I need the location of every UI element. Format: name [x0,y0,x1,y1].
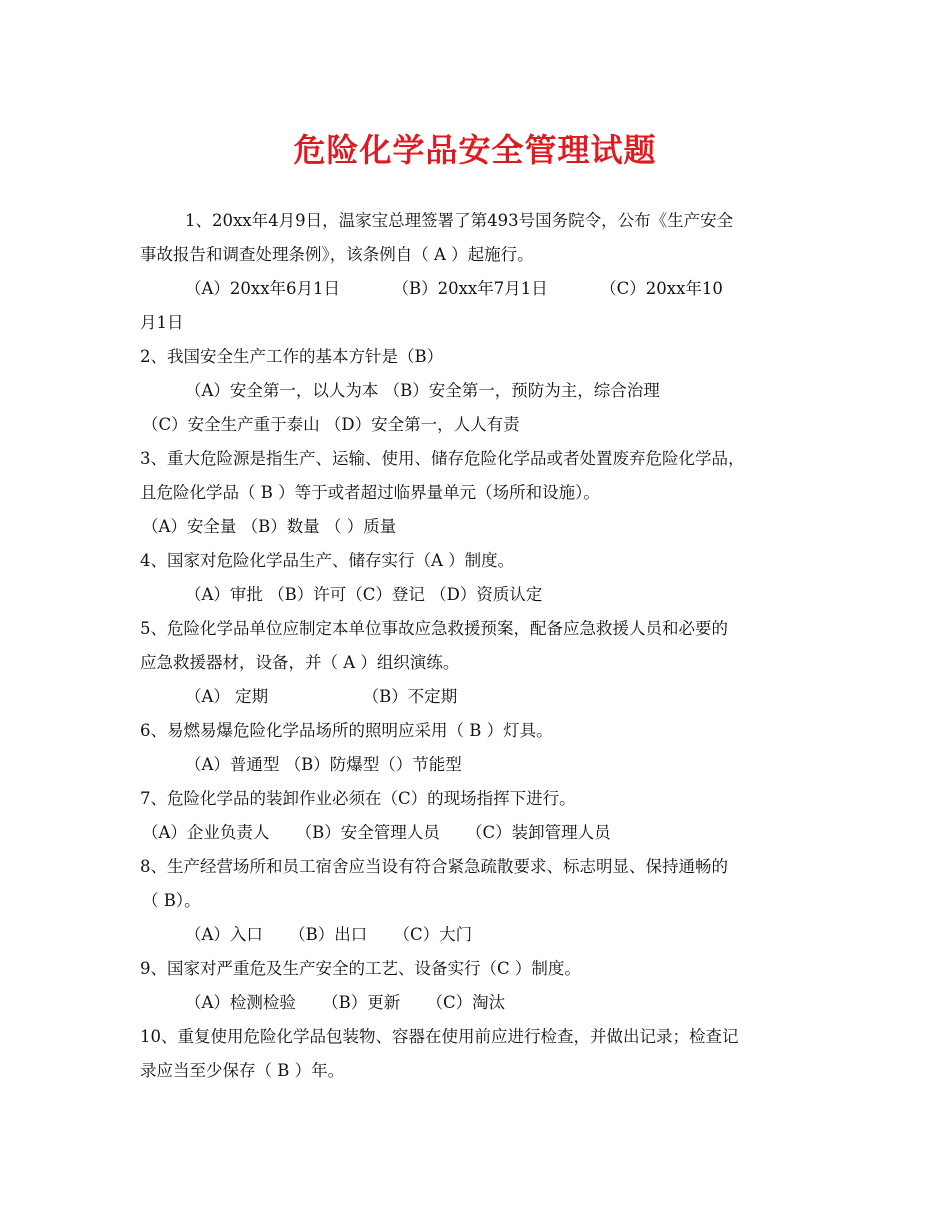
text-line: 1、20xx年4月9日，温家宝总理签署了第493号国务院令，公布《生产安全 [185,211,734,230]
text-line: （A）普通型 （B）防爆型（）节能型 [185,755,462,774]
text-line: 且危险化学品（ B ）等于或者超过临界量单元（场所和设施）。 [140,483,600,502]
text-line: （A）20xx年6月1日 （B）20xx年7月1日 （C）20xx年10 [185,279,723,298]
text-line: （ B）。 [142,891,201,910]
text-line: 录应当至少保存（ B ）年。 [140,1061,345,1080]
text-line: 事故报告和调查处理条例》，该条例自（ A ）起施行。 [140,245,534,264]
text-line: 2、我国安全生产工作的基本方针是（B） [140,347,444,366]
text-line: （A）企业负责人 （B）安全管理人员 （C）装卸管理人员 [142,823,611,842]
text-line: （C）安全生产重于泰山 （D）安全第一，人人有责 [142,415,520,434]
text-line: 10、重复使用危险化学品包装物、容器在使用前应进行检查，并做出记录；检查记 [140,1027,739,1046]
text-line: （A）安全量 （B）数量 （ ）质量 [142,517,397,536]
document-body [140,204,816,1088]
text-line: 7、危险化学品的装卸作业必须在（C）的现场指挥下进行。 [140,789,576,808]
text-line: （A）入口 （B）出口 （C）大门 [185,925,473,944]
text-line: （A）检测检验 （B）更新 （C）淘汰 [185,993,506,1012]
text-line: （A） 定期 （B）不定期 [185,687,458,706]
text-line: 6、易燃易爆危险化学品场所的照明应采用（ B ）灯具。 [140,721,553,740]
text-line: （A）审批 （B）许可（C）登记 （D）资质认定 [185,585,543,604]
text-line: 应急救援器材，设备，并（ A ）组织演练。 [140,653,460,672]
text-line: 5、危险化学品单位应制定本单位事故应急救援预案，配备应急救援人员和必要的 [140,619,728,638]
text-line: 4、国家对危险化学品生产、储存实行（A ）制度。 [140,551,515,570]
text-line: （A）安全第一，以人为本 （B）安全第一，预防为主，综合治理 [185,381,660,400]
document-title: 危险化学品安全管理试题 [293,131,657,169]
text-line: 月1日 [140,313,184,332]
text-line: 9、国家对严重危及生产安全的工艺、设备实行（C ）制度。 [140,959,581,978]
text-line: 8、生产经营场所和员工宿舍应当设有符合紧急疏散要求、标志明显、保持通畅的 [140,857,728,876]
text-line: 3、重大危险源是指生产、运输、使用、储存危险化学品或者处置废弃危险化学品， [140,449,745,468]
